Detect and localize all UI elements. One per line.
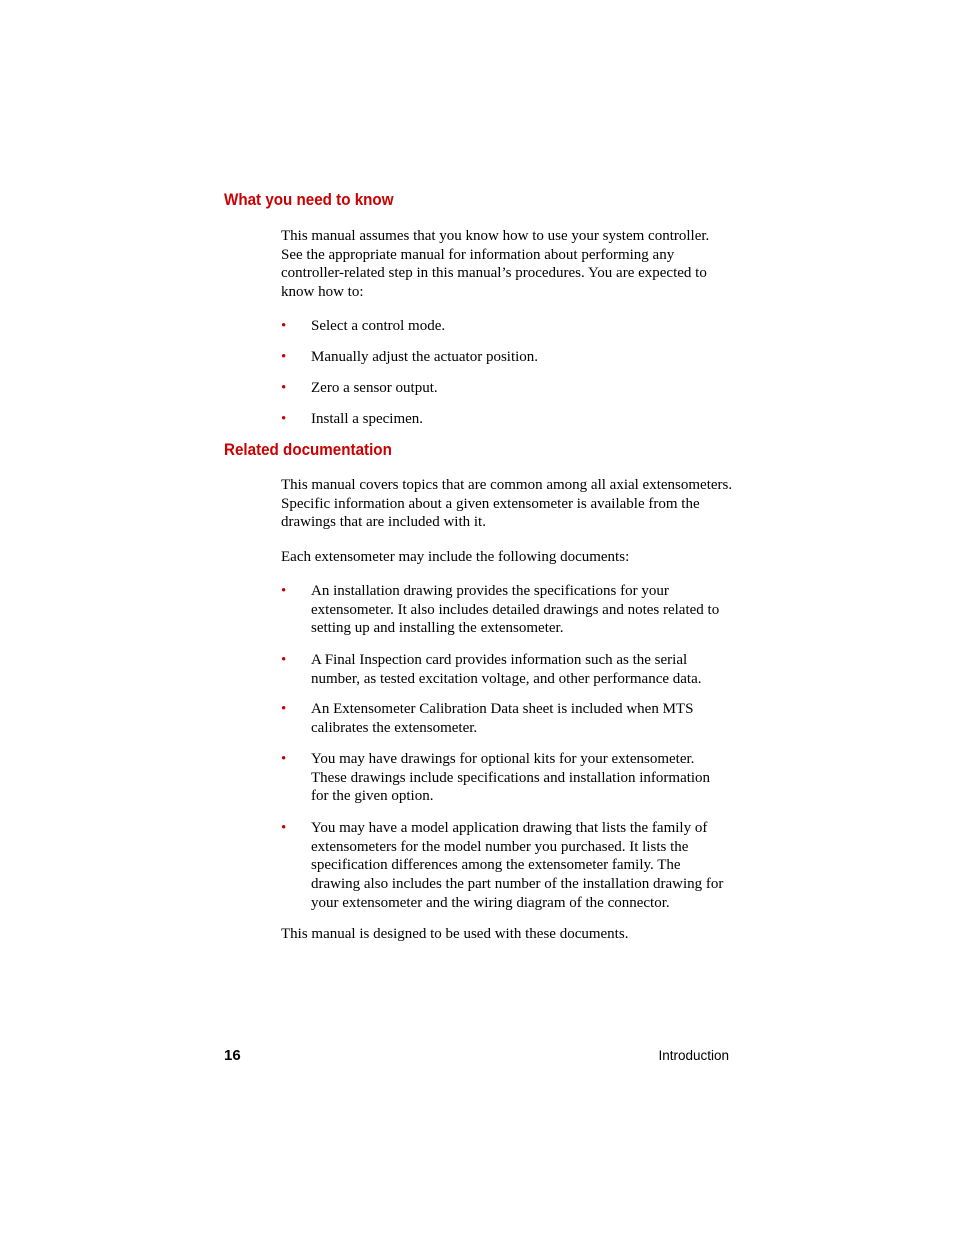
list-item-text: You may have drawings for optional kits for your extensometer. These drawings include specifications and installation information for the given option. xyxy=(311,751,711,805)
bullet-icon: • xyxy=(281,652,287,668)
list-item-text: You may have a model application drawing that lists the family of extensometers for the model number you purchased. It lists the specification differences among the extensometer family. The drawing also includes the part number of the installation drawing for your extensometer and the wiring diagram of the connector. xyxy=(311,820,724,911)
page-number: 16 xyxy=(224,1047,241,1064)
bullet-icon: • xyxy=(281,380,287,396)
bullet-icon: • xyxy=(281,411,287,427)
section2-documents-lead-in: Each extensometer may include the following documents: xyxy=(281,549,630,565)
section2-closing-paragraph: This manual is designed to be used with these documents. xyxy=(281,926,629,942)
list-item-text: Select a control mode. xyxy=(311,318,446,334)
section-heading-related-documentation: Related documentation xyxy=(224,441,392,459)
bullet-icon: • xyxy=(281,318,287,334)
list-item-text: An installation drawing provides the specifications for your extensometer. It also includes detailed drawings and notes related to setting up and installing the extensometer. xyxy=(311,583,720,637)
list-item-text: Manually adjust the actuator position. xyxy=(311,349,539,365)
list-item-text: Install a specimen. xyxy=(311,411,424,427)
bullet-icon: • xyxy=(281,349,287,365)
list-item-text: Zero a sensor output. xyxy=(311,380,438,396)
bullet-icon: • xyxy=(281,751,287,767)
list-item-text: A Final Inspection card provides information such as the serial number, as tested excitation voltage, and other performance data. xyxy=(311,652,702,687)
section2-intro-paragraph: This manual covers topics that are common among all axial extensometers. Specific information about a given extensometer is available from the drawings that are included with it. xyxy=(281,477,733,531)
list-item-text: An Extensometer Calibration Data sheet is included when MTS calibrates the extensometer. xyxy=(311,701,694,736)
section-heading-what-you-need-to-know: What you need to know xyxy=(224,191,394,209)
footer-section-name: Introduction xyxy=(658,1048,729,1063)
bullet-icon: • xyxy=(281,820,287,836)
bullet-icon: • xyxy=(281,701,287,717)
bullet-icon: • xyxy=(281,583,287,599)
section1-intro-paragraph: This manual assumes that you know how to use your system controller. See the appropriate manual for information about performing any controller-related step in this manual’s procedures. You are expected to know how to: xyxy=(281,228,710,301)
